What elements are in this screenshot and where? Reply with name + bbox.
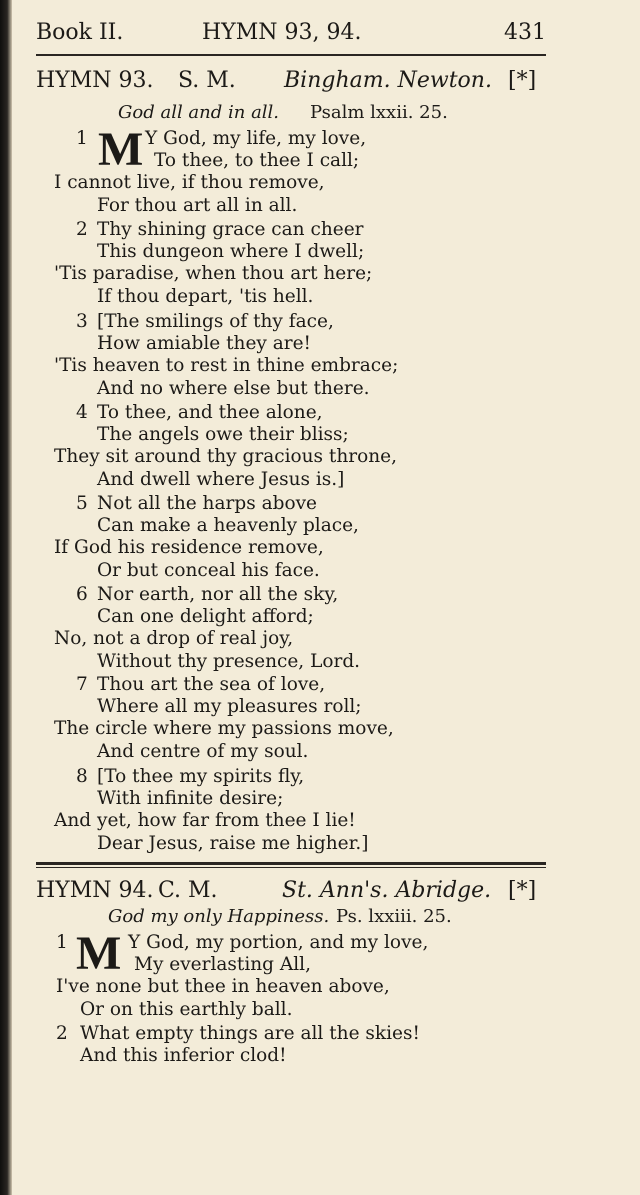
hymn-94-title	[36, 878, 546, 908]
verse-line: And no where else but there.	[97, 377, 370, 399]
verse-number: 6	[76, 584, 88, 605]
hymn-divider-thin	[36, 867, 546, 868]
hymn-93-mark: [*]	[508, 68, 537, 93]
verse-line: If God his residence remove,	[54, 537, 324, 559]
verse-line: Without thy presence, Lord.	[97, 650, 361, 672]
book-page	[36, 0, 626, 1195]
verse-number: 2	[56, 1023, 68, 1044]
hymn-93-number: HYMN 93.	[36, 68, 154, 93]
verse-line: And yet, how far from thee I lie!	[54, 810, 356, 832]
hymn-93-meter: S. M.	[178, 68, 236, 93]
hymn-93-reference: Psalm lxxii. 25.	[310, 102, 448, 123]
verse-line: Or but conceal his face.	[97, 559, 320, 581]
verse-line: The angels owe their bliss;	[97, 424, 349, 446]
verse-line: For thou art all in all.	[97, 194, 298, 216]
verse-line: They sit around thy gracious throne,	[54, 446, 397, 468]
verse-line: Can one delight afford;	[97, 606, 314, 628]
verse-line: How amiable they are!	[97, 333, 311, 355]
verse-number: 8	[76, 766, 88, 787]
verse-line: This dungeon where I dwell;	[97, 241, 365, 263]
verse-line: Not all the harps above	[97, 493, 317, 514]
hymn-94-mark: [*]	[508, 878, 537, 903]
hymn-93-theme: God all and in all.	[118, 102, 280, 123]
verse-number: 3	[76, 311, 88, 332]
verse-line: Can make a heavenly place,	[97, 515, 359, 537]
verse-line: Where all my pleasures roll;	[97, 696, 362, 718]
verse-line: I cannot live, if thou remove,	[54, 172, 325, 194]
hymn-94-meter: C. M.	[158, 878, 218, 903]
verse-line: To thee, to thee I call;	[154, 150, 360, 172]
verse-line: What empty things are all the skies!	[80, 1023, 420, 1044]
verse-number: 4	[76, 402, 88, 423]
hymn-93-tunes: Bingham. Newton.	[284, 68, 492, 93]
verse-line: 'Tis paradise, when thou art here;	[54, 263, 373, 285]
verse-line: Y God, my life, my love,	[145, 128, 367, 149]
verse-line: [The smilings of thy face,	[97, 311, 334, 332]
verse-number: 7	[76, 674, 88, 695]
verse-line: With infinite desire;	[97, 788, 284, 810]
verse-line: Dear Jesus, raise me higher.]	[97, 832, 369, 854]
verse-line: I've none but thee in heaven above,	[56, 976, 390, 998]
hymn-94-theme: God my only Happiness.	[108, 906, 330, 927]
book-spine	[0, 0, 12, 1195]
drop-cap: M	[76, 927, 122, 980]
verse-line: If thou depart, 'tis hell.	[97, 285, 314, 307]
verse-line: Thou art the sea of love,	[97, 674, 326, 695]
verse-number: 1	[56, 932, 68, 953]
hymn-94-number: HYMN 94.	[36, 878, 154, 903]
hymn-94-tunes: St. Ann's. Abridge.	[282, 878, 492, 903]
verse-line: [To thee my spirits fly,	[97, 766, 305, 787]
page-number: 431	[504, 20, 546, 45]
verse-line: My everlasting All,	[134, 954, 311, 976]
verse-line: To thee, and thee alone,	[97, 402, 323, 423]
verse-line: And this inferior clod!	[80, 1045, 287, 1067]
verse-line: 'Tis heaven to rest in thine embrace;	[54, 355, 399, 377]
verse-line: Nor earth, nor all the sky,	[97, 584, 339, 605]
book-label: Book II.	[36, 20, 124, 45]
header-hymns: HYMN 93, 94.	[202, 20, 362, 45]
verse-line: No, not a drop of real joy,	[54, 628, 294, 650]
verse-line: The circle where my passions move,	[54, 718, 394, 740]
verse-number: 2	[76, 219, 88, 240]
hymn-divider	[36, 862, 546, 865]
verse-line: And centre of my soul.	[97, 740, 309, 762]
verse-number: 1	[76, 128, 88, 149]
verse-line: Thy shining grace can cheer	[97, 219, 364, 240]
verse-number: 5	[76, 493, 88, 514]
hymn-93-title	[36, 68, 546, 98]
hymn-94-reference: Ps. lxxiii. 25.	[336, 906, 452, 927]
verse-line: Y God, my portion, and my love,	[128, 932, 429, 953]
verse-line: And dwell where Jesus is.]	[97, 468, 345, 490]
drop-cap: M	[98, 123, 144, 176]
running-header	[36, 20, 546, 50]
header-rule	[36, 54, 546, 56]
verse-line: Or on this earthly ball.	[80, 998, 293, 1020]
